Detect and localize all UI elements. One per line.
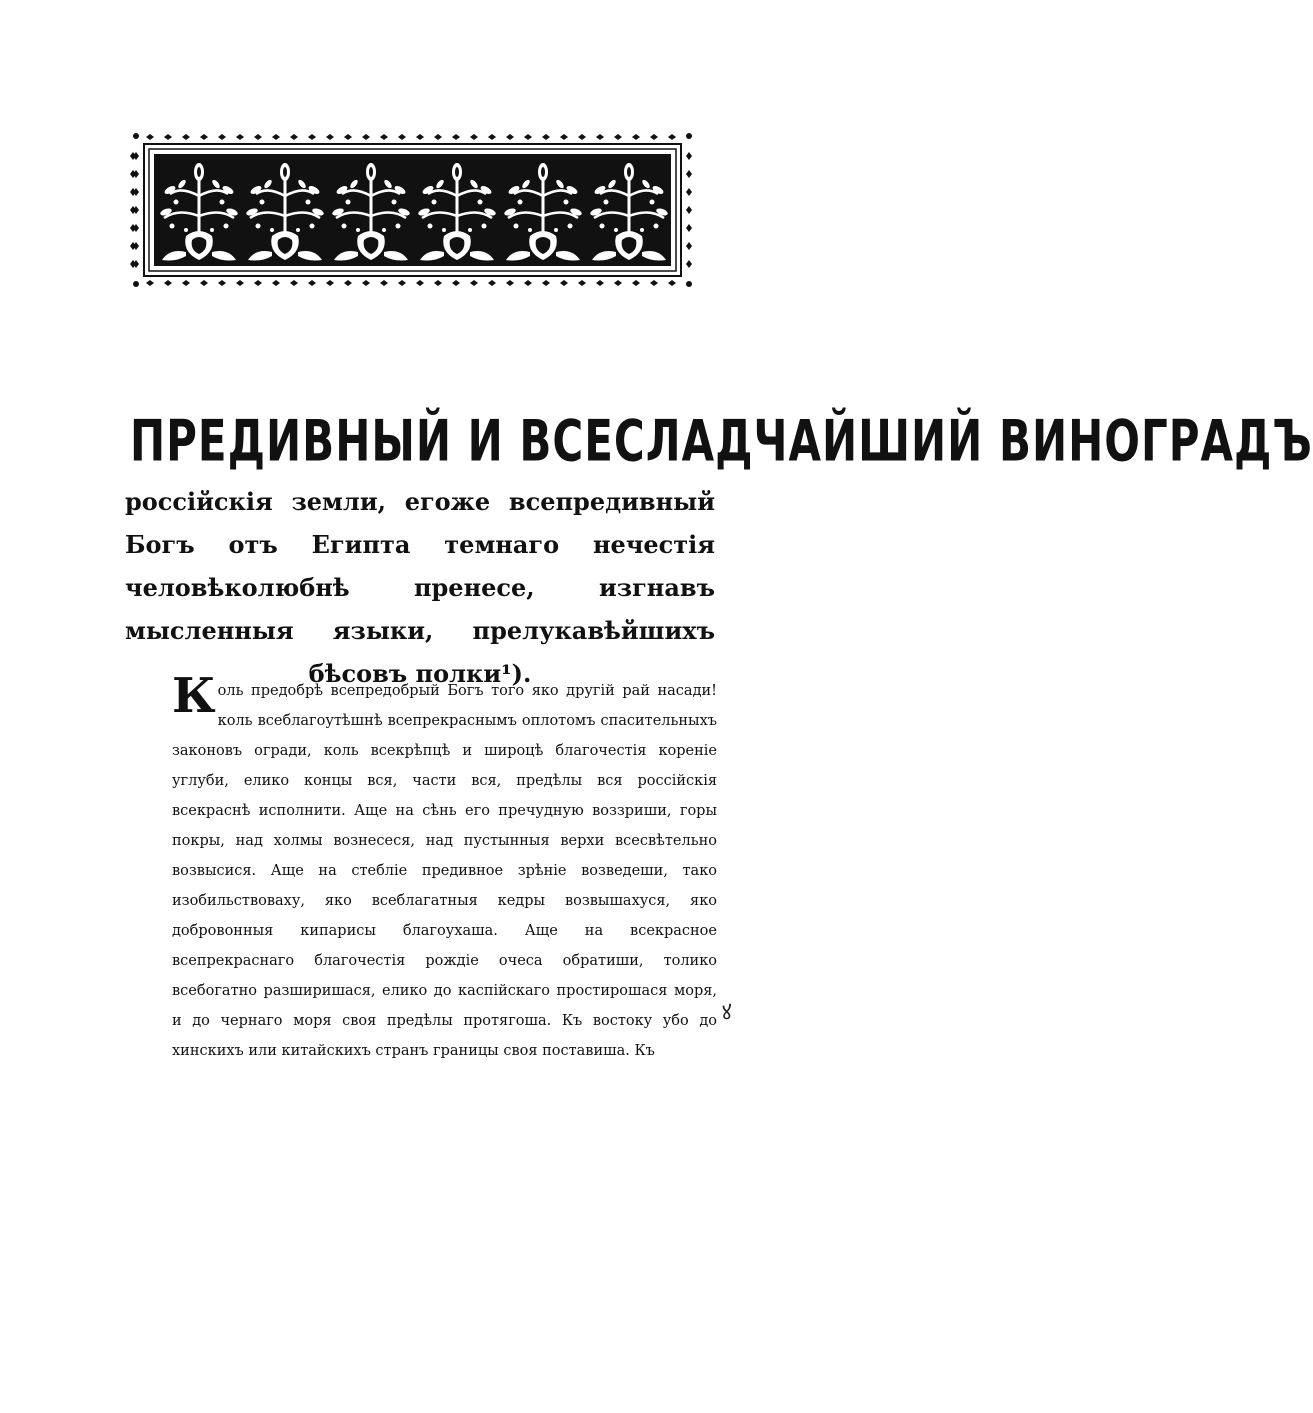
ornamental-headpiece — [130, 130, 695, 290]
drop-cap-initial: К — [172, 668, 216, 724]
body-paragraph — [172, 668, 717, 1066]
margin-mark: ꙋ — [722, 1000, 732, 1024]
body-text: оль предобрѣ всепредобрый Богъ того яко другій рай насади! коль всеблагоутѣшнѣ всепрекраснымъ оплотомъ спасительныхъ законовъ огради, коль всекрѣпцѣ и широцѣ благочестія кореніе углуби, елико концы вся, части вся, предѣлы вся россійскія всекраснѣ исполнити. Аще на сѣнь его пречудную воззриши, горы покры, над холмы вознесеся, над пустынныя верхи всесвѣтельно возвысися. Аще на стебліе предивное зрѣніе возведеши, тако изобильствоваху, яко всеблагатныя кедры возвышахуся, яко добровонныя кипарисы благоухаша. Аще на всекрасное всепрекраснаго благочестія рождіе очеса обратиши, толико всебогатно разширишася, елико до каспійскаго простирошася моря, и до чернаго моря своя предѣлы протягоша. Къ востоку убо до хинскихъ или китайскихъ странъ границы своя поставиша. Къ — [172, 683, 717, 1059]
page-subtitle: россійскія земли, егоже всепредивный Богъ отъ Египта темнаго нечестія человѣколюбнѣ пренесе, изгнавъ мысленныя языки, прелукавѣйшихъ бѣсовъ полки¹). — [125, 487, 715, 688]
page-title: ПРЕДИВНЫЙ И ВСЕСЛАДЧАЙШИЙ ВИНОГРАДЪ — [130, 408, 1313, 475]
